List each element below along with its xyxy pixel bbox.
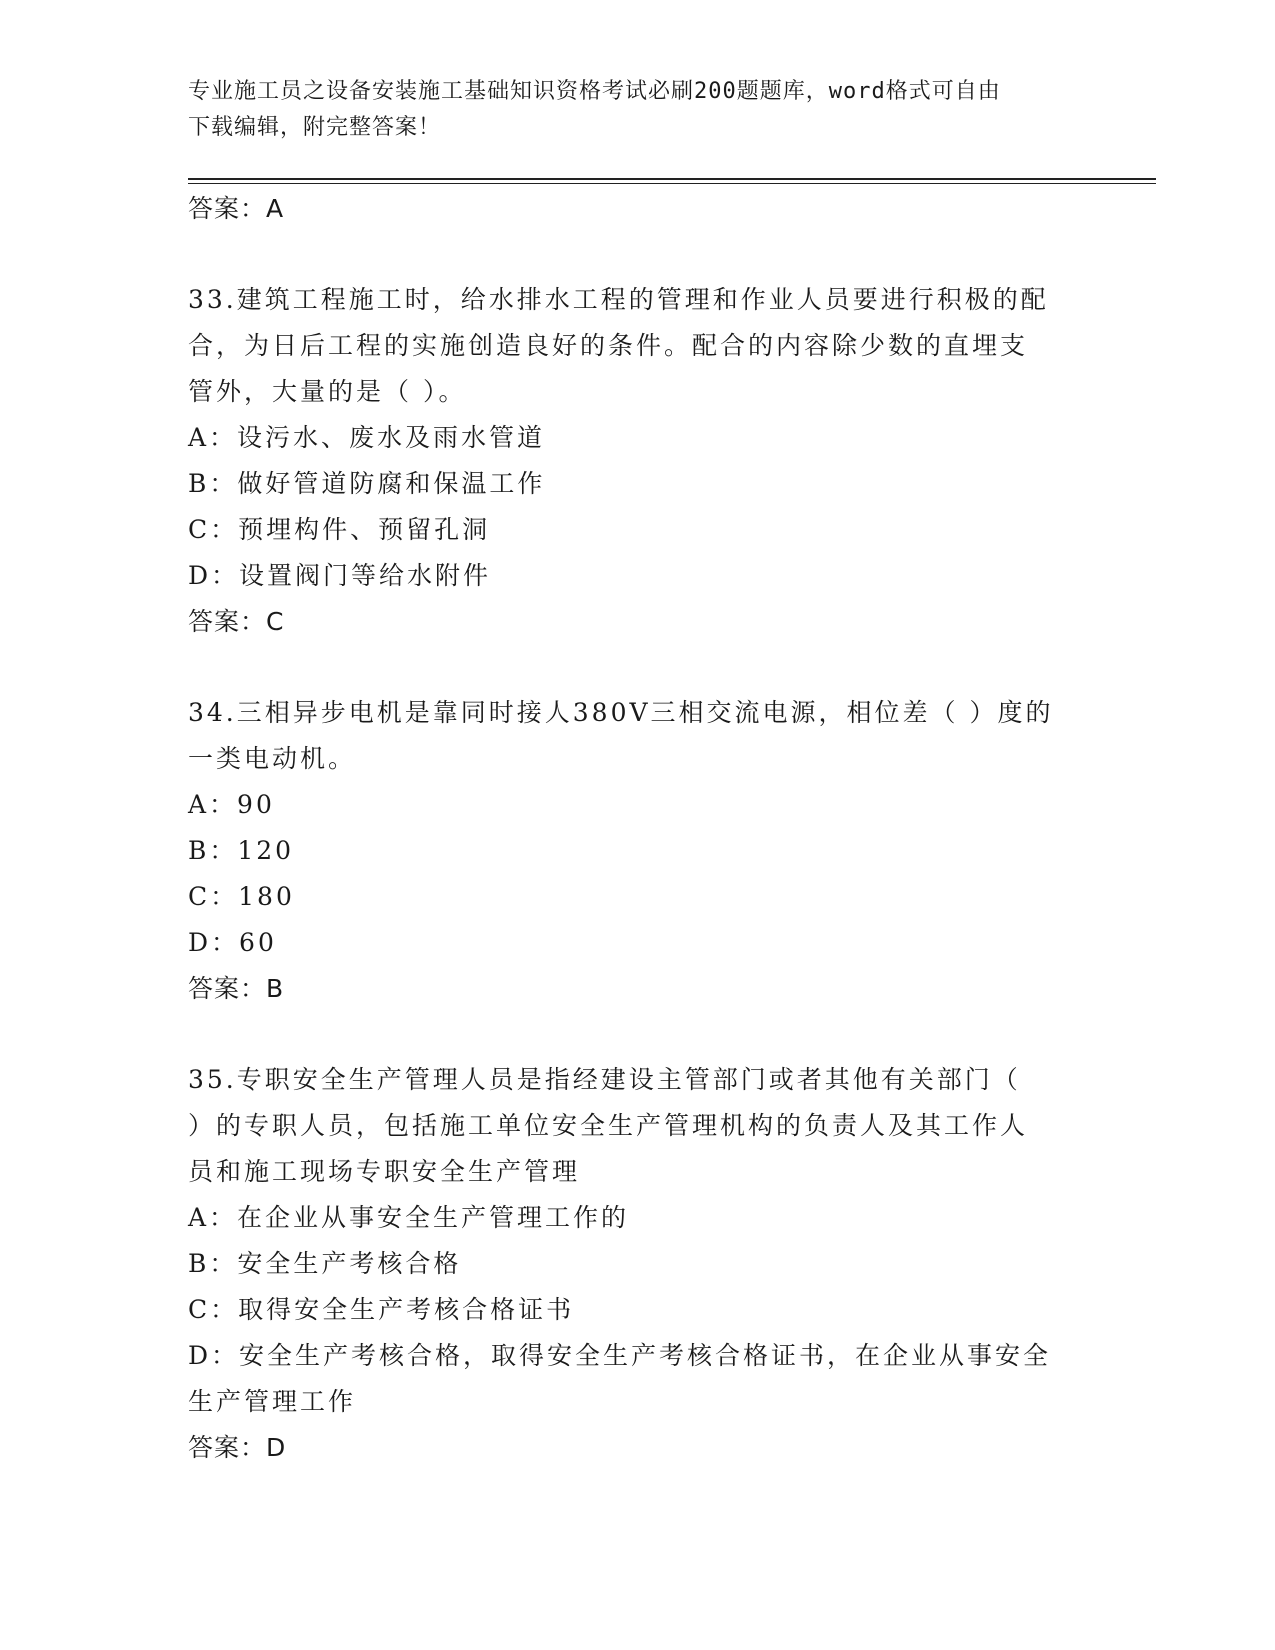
- option-d: D：安全生产考核合格，取得安全生产考核合格证书，在企业从事安全: [188, 1341, 1052, 1370]
- option-d: D：设置阀门等给水附件: [188, 561, 492, 590]
- header-line-2: 下载编辑，附完整答案！: [188, 115, 442, 140]
- question-text-line: 管外，大量的是（ ）。: [188, 377, 467, 406]
- option-c: C：预埋构件、预留孔洞: [188, 515, 491, 544]
- question-block-34: [188, 690, 1088, 1011]
- answer-label: 答案：B: [188, 974, 285, 1003]
- option-a: A：90: [188, 790, 275, 819]
- option-b: B：做好管道防腐和保温工作: [188, 469, 546, 498]
- question-text-line: 员和施工现场专职安全生产管理: [188, 1157, 581, 1186]
- option-b: B：120: [188, 836, 295, 865]
- question-gap: [188, 231, 1088, 277]
- option-b: B：安全生产考核合格: [188, 1249, 462, 1278]
- answer-label: 答案：C: [188, 607, 285, 636]
- question-block-35: [188, 1057, 1088, 1470]
- question-list: [188, 186, 1088, 1470]
- question-text-line: ）的专职人员，包括施工单位安全生产管理机构的负责人及其工作人: [188, 1111, 1029, 1140]
- option-d: D：60: [188, 928, 277, 957]
- answer-label: 答案：D: [188, 1433, 287, 1462]
- question-text-line: 一类电动机。: [188, 744, 357, 773]
- document-header: [188, 74, 1088, 146]
- option-c: C：取得安全生产考核合格证书: [188, 1295, 575, 1324]
- option-a: A：设污水、废水及雨水管道: [188, 423, 546, 452]
- question-gap: [188, 644, 1088, 690]
- option-d-continued: 生产管理工作: [188, 1387, 357, 1416]
- question-text-line: 合，为日后工程的实施创造良好的条件。配合的内容除少数的直埋支: [188, 331, 1029, 360]
- question-text-line: 34.三相异步电机是靠同时接人380V三相交流电源，相位差（ ）度的: [188, 698, 1054, 727]
- question-text-line: 35.专职安全生产管理人员是指经建设主管部门或者其他有关部门（: [188, 1065, 1021, 1094]
- question-text-line: 33.建筑工程施工时，给水排水工程的管理和作业人员要进行积极的配: [188, 285, 1049, 314]
- header-divider-thin: [188, 183, 1156, 184]
- question-gap: [188, 1011, 1088, 1057]
- header-divider-thick: [188, 178, 1156, 180]
- previous-answer: 答案：A: [188, 194, 285, 223]
- option-a: A：在企业从事安全生产管理工作的: [188, 1203, 630, 1232]
- question-block-33: [188, 277, 1088, 644]
- header-line-1: 专业施工员之设备安装施工基础知识资格考试必刷200题题库，word格式可自由: [188, 79, 1001, 104]
- option-c: C：180: [188, 882, 295, 911]
